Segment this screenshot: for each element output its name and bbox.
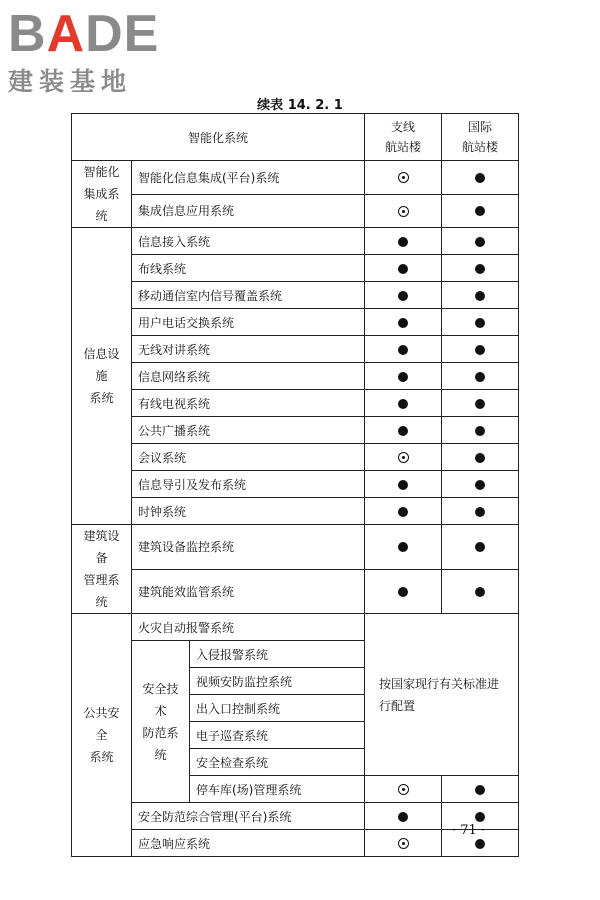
branch-terminal-mark [365,803,442,830]
system-name: 建筑能效监管系统 [132,569,365,614]
circle-dot-icon [398,838,409,849]
filled-dot-icon [475,785,485,795]
system-name: 集成信息应用系统 [132,194,365,228]
system-name: 出入口控制系统 [190,695,365,722]
filled-dot-icon [398,480,408,490]
filled-dot-icon [475,453,485,463]
system-name: 移动通信室内信号覆盖系统 [132,282,365,309]
table-row [72,282,519,309]
table-row [72,255,519,282]
branch-terminal-mark [365,525,442,570]
international-terminal-mark [442,776,519,803]
international-terminal-mark [442,255,519,282]
table-row [72,498,519,525]
system-name: 火灾自动报警系统 [132,614,365,641]
filled-dot-icon [475,345,485,355]
international-terminal-mark [442,525,519,570]
international-terminal-mark [442,569,519,614]
system-name: 无线对讲系统 [132,336,365,363]
table-row [72,336,519,363]
branch-terminal-mark [365,282,442,309]
system-name: 视频安防监控系统 [190,668,365,695]
table-row [72,444,519,471]
international-terminal-mark [442,363,519,390]
international-terminal-mark [442,471,519,498]
system-name: 信息网络系统 [132,363,365,390]
bade-logo [8,5,188,98]
logo-wordmark: BADE [8,5,160,63]
filled-dot-icon [475,542,485,552]
system-name: 时钟系统 [132,498,365,525]
international-terminal-mark [442,228,519,255]
system-name: 信息接入系统 [132,228,365,255]
table-row [72,614,519,641]
circle-dot-icon [398,206,409,217]
intelligent-systems-table [71,113,519,857]
system-name: 应急响应系统 [132,830,365,857]
branch-terminal-mark [365,161,442,195]
filled-dot-icon [398,345,408,355]
filled-dot-icon [398,426,408,436]
filled-dot-icon [475,399,485,409]
branch-terminal-mark [365,363,442,390]
filled-dot-icon [398,291,408,301]
filled-dot-icon [475,206,485,216]
branch-terminal-mark [365,830,442,857]
page-number: · 71 · [452,823,486,838]
international-terminal-mark [442,390,519,417]
international-terminal-mark [442,194,519,228]
international-terminal-mark [442,444,519,471]
circle-dot-icon [398,452,409,463]
group-label: 公共安全 系统 [72,614,132,857]
table-row [72,471,519,498]
international-terminal-mark [442,336,519,363]
circle-dot-icon [398,784,409,795]
table-caption: 续表 14. 2. 1 [257,98,343,113]
system-name: 信息导引及发布系统 [132,471,365,498]
filled-dot-icon [475,173,485,183]
system-name: 停车库(场)管理系统 [190,776,365,803]
filled-dot-icon [475,426,485,436]
branch-terminal-mark [365,255,442,282]
branch-terminal-mark [365,569,442,614]
branch-terminal-mark [365,228,442,255]
international-terminal-mark [442,161,519,195]
table-header-row [72,114,519,161]
system-name: 安全检查系统 [190,749,365,776]
filled-dot-icon [398,812,408,822]
table-row [72,390,519,417]
system-name: 电子巡查系统 [190,722,365,749]
table-row [72,569,519,614]
header-system: 智能化系统 [72,114,365,161]
system-name: 布线系统 [132,255,365,282]
filled-dot-icon [475,318,485,328]
filled-dot-icon [398,399,408,409]
system-name: 会议系统 [132,444,365,471]
table-row [72,194,519,228]
merged-config-note: 按国家现行有关标准进行配置 [365,614,519,776]
table-row [72,228,519,255]
group-label: 建筑设备 管理系统 [72,525,132,614]
filled-dot-icon [475,480,485,490]
filled-dot-icon [475,264,485,274]
international-terminal-mark [442,498,519,525]
international-terminal-mark [442,282,519,309]
branch-terminal-mark [365,444,442,471]
filled-dot-icon [398,264,408,274]
branch-terminal-mark [365,776,442,803]
header-international-terminal: 国际 航站楼 [442,114,519,161]
filled-dot-icon [398,587,408,597]
filled-dot-icon [475,372,485,382]
group-label: 智能化 集成系统 [72,161,132,228]
table-row [72,309,519,336]
filled-dot-icon [475,839,485,849]
group-label: 信息设施 系统 [72,228,132,525]
branch-terminal-mark [365,309,442,336]
branch-terminal-mark [365,471,442,498]
branch-terminal-mark [365,390,442,417]
header-branch-terminal: 支线 航站楼 [365,114,442,161]
filled-dot-icon [475,587,485,597]
subgroup-label: 安全技术 防范系统 [132,641,190,803]
filled-dot-icon [398,237,408,247]
system-name: 建筑设备监控系统 [132,525,365,570]
system-name: 安全防范综合管理(平台)系统 [132,803,365,830]
branch-terminal-mark [365,194,442,228]
table-row [72,161,519,195]
system-name: 入侵报警系统 [190,641,365,668]
branch-terminal-mark [365,336,442,363]
system-name: 公共广播系统 [132,417,365,444]
circle-dot-icon [398,172,409,183]
international-terminal-mark [442,417,519,444]
filled-dot-icon [475,507,485,517]
table-row [72,417,519,444]
table-row [72,363,519,390]
logo-subtitle: 建装基地 [8,67,133,96]
filled-dot-icon [398,507,408,517]
international-terminal-mark [442,309,519,336]
branch-terminal-mark [365,417,442,444]
branch-terminal-mark [365,498,442,525]
filled-dot-icon [398,372,408,382]
filled-dot-icon [475,237,485,247]
filled-dot-icon [475,291,485,301]
filled-dot-icon [398,318,408,328]
system-name: 智能化信息集成(平台)系统 [132,161,365,195]
filled-dot-icon [398,542,408,552]
system-name: 有线电视系统 [132,390,365,417]
table-row [72,525,519,570]
system-name: 用户电话交换系统 [132,309,365,336]
filled-dot-icon [475,812,485,822]
